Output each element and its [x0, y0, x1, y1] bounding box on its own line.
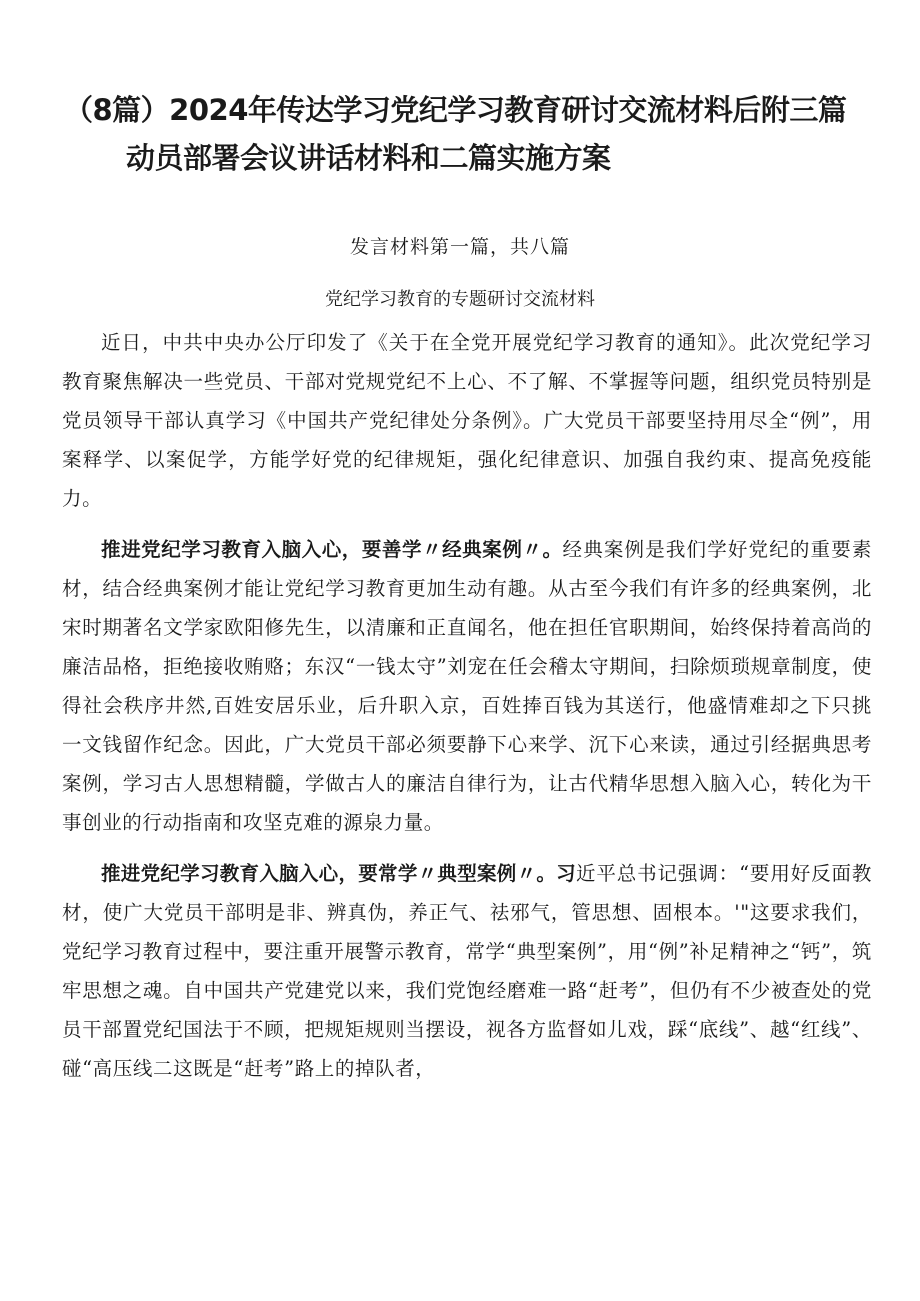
paragraph-text: 经典案例是我们学好党纪的重要素材，结合经典案例才能让党纪学习教育更加生动有趣。从古至今我们有许多的经典案例，北宋时期著名文学家欧阳修先生，以清廉和正直闻名，他在担任官职期间，始终保持着高尚的廉洁品格，拒绝接收贿赂；东汉“一钱太守”刘宠在任会稽太守期间，扫除烦琐规章制度，使得社会秩序井然,百姓安居乐业，后升职入京，百姓捧百钱为其送行，他盛情难却之下只挑一文钱留作纪念。因此，广大党员干部必须要静下心来学、沉下心来读，通过引经据典思考案例，学习古人思想精髓，学做古人的廉洁自律行为，让古代精华思想入脑入心，转化为干事创业的行动指南和攻坚克难的源泉力量。 [62, 538, 872, 834]
paragraph-3 [62, 854, 872, 1088]
document-title [64, 86, 864, 182]
document-title-line-1: （8篇）2024年传达学习党纪学习教育研讨交流材料后附三篇 [64, 93, 847, 127]
section-title: 党纪学习教育的专题研讨交流材料 [325, 289, 595, 310]
paragraph-text: 近平总书记强调：“要用好反面教材，使广大党员干部明是非、辨真伪，养正气、祛邪气，管思想、固根本。'"这要求我们，党纪学习教育过程中，要注重开展警示教育，常学“典型案例”，用“例”补足精神之“钙”，筑牢思想之魂。自中国共产党建党以来，我们党饱经磨难一路“赶考”，但仍有不少被查处的党员干部置党纪国法于不顾，把规矩规则当摆设，视各方监督如儿戏，踩“底线”、越“红线”、碰“高压线二这既是“赶考”路上的掉队者， [62, 862, 872, 1080]
document-subtitle: 发言材料第一篇，共八篇 [349, 236, 570, 258]
paragraph-1 [62, 323, 872, 518]
document-title-line-2: 动员部署会议讲话材料和二篇实施方案 [126, 141, 611, 175]
paragraph-text: 近日，中共中央办公厅印发了《关于在全党开展党纪学习教育的通知》。此次党纪学习教育聚焦解决一些党员、干部对党规党纪不上心、不了解、不掌握等问题，组织党员特别是党员领导干部认真学习《中国共产党纪律处分条例》。广大党员干部要坚持用尽全“例”，用案释学、以案促学，方能学好党的纪律规矩，强化纪律意识、加强自我约束、提高免疫能力。 [62, 331, 872, 510]
paragraph-2 [62, 530, 872, 842]
paragraph-lead: 推进党纪学习教育入脑入心，要善学〃经典案例〃。 [101, 538, 563, 561]
paragraph-lead: 推进党纪学习教育入脑入心，要常学〃典型案例〃。习 [101, 862, 576, 885]
document-body [62, 323, 872, 1100]
